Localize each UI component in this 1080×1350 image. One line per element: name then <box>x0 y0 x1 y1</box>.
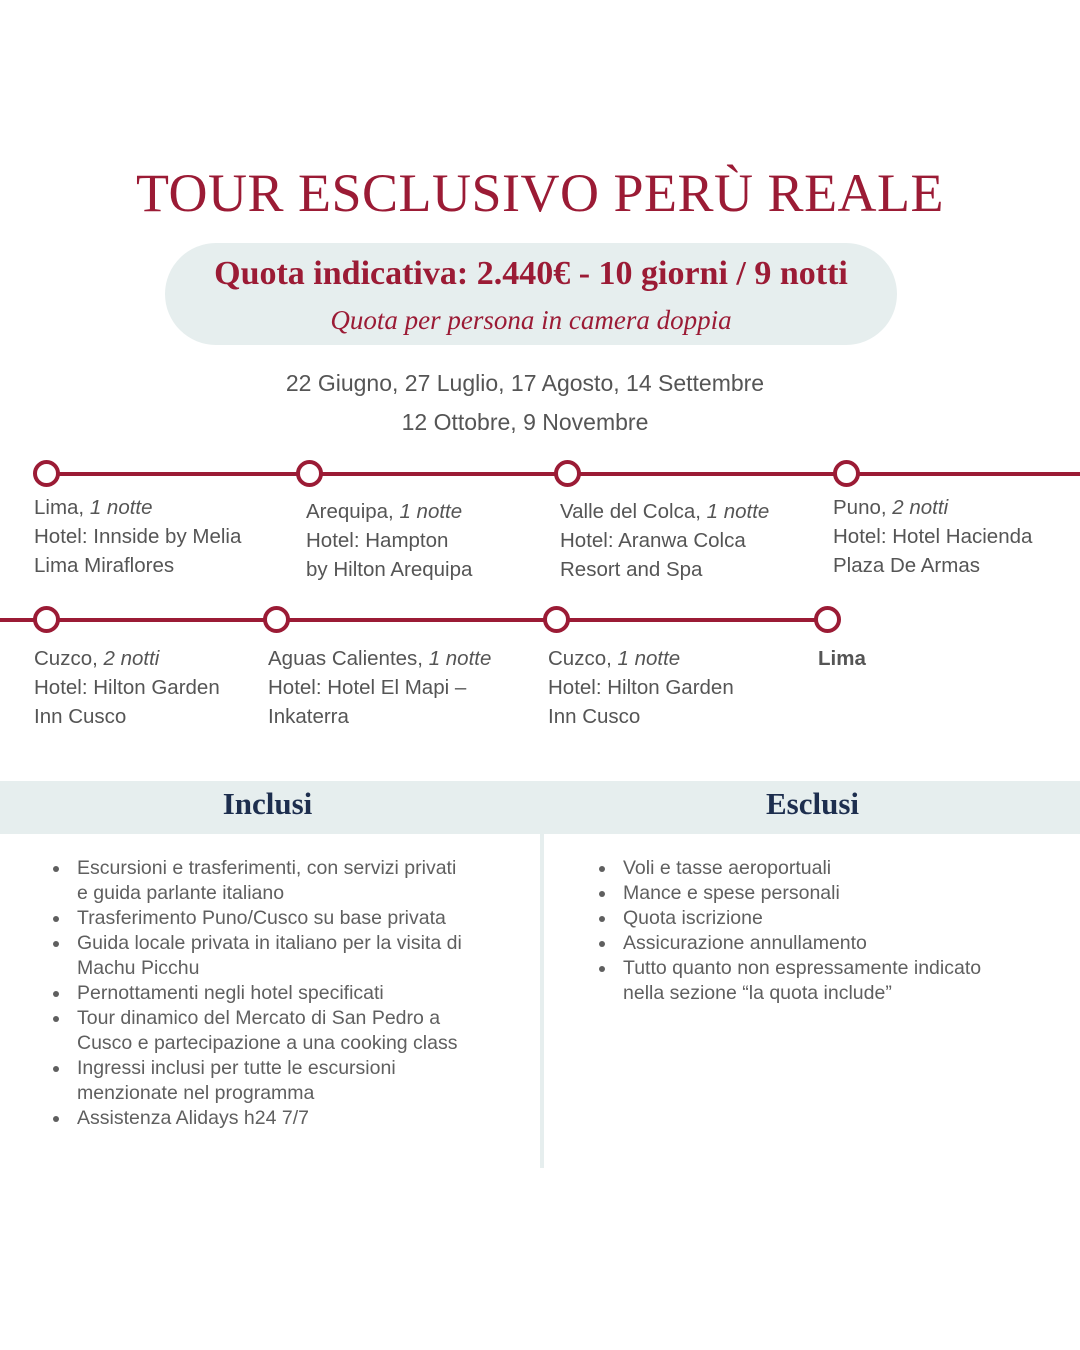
price-note: Quota per persona in camera doppia <box>330 305 732 335</box>
list-item: Escursioni e trasferimenti, con servizi privati e guida parlante italiano <box>53 856 523 906</box>
stop-nights: 1 notte <box>399 500 463 523</box>
stop-hotel: Hotel: Hampton <box>306 529 449 552</box>
stop-city: Aguas Calientes, <box>268 647 429 670</box>
stop-city: Valle del Colca, <box>560 500 707 523</box>
stop-hotel: Hotel: Aranwa Colca <box>560 529 746 552</box>
itinerary-stop <box>268 644 491 731</box>
list-item: Pernottamenti negli hotel specificati <box>53 981 523 1006</box>
stop-hotel: by Hilton Arequipa <box>306 558 473 581</box>
timeline-stop-marker <box>543 606 570 633</box>
column-divider <box>540 834 544 1168</box>
itinerary-stop <box>34 644 220 731</box>
timeline-line-row-2 <box>0 618 827 622</box>
list-item: Assicurazione annullamento <box>599 931 1059 956</box>
stop-city: Cuzco, <box>548 647 618 670</box>
list-item: Trasferimento Puno/Cusco su base privata <box>53 906 523 931</box>
stop-hotel: Hotel: Hilton Garden <box>548 676 734 699</box>
stop-hotel: Hotel: Hotel El Mapi – <box>268 676 467 699</box>
timeline-stop-marker <box>33 460 60 487</box>
timeline-stop-marker <box>814 606 841 633</box>
stop-hotel: Hotel: Hilton Garden <box>34 676 220 699</box>
stop-city: Lima <box>818 647 866 670</box>
stop-city: Arequipa, <box>306 500 400 523</box>
price-text: Quota indicativa: 2.440€ - 10 giorni / 9 notti <box>214 255 848 292</box>
list-item: Tutto quanto non espressamente indicato nella sezione “la quota include” <box>599 956 1059 1006</box>
list-item: Quota iscrizione <box>599 906 1059 931</box>
stop-hotel: Hotel: Innside by Melia <box>34 525 242 548</box>
stop-hotel: Inn Cusco <box>548 705 641 728</box>
stop-nights: 1 notte <box>706 500 770 523</box>
included-heading: Inclusi <box>222 786 313 821</box>
itinerary-stop <box>306 497 472 584</box>
stop-hotel: Resort and Spa <box>560 558 703 581</box>
stop-city: Cuzco, <box>34 647 104 670</box>
itinerary-stop <box>833 493 1032 580</box>
timeline-stop-marker <box>296 460 323 487</box>
list-item: Voli e tasse aeroportuali <box>599 856 1059 881</box>
included-list <box>53 856 523 1131</box>
price-banner <box>165 243 897 345</box>
timeline-stop-marker <box>833 460 860 487</box>
stop-nights: 1 notte <box>428 647 492 670</box>
itinerary-stop <box>548 644 734 731</box>
timeline-stop-marker <box>33 606 60 633</box>
stop-nights: 1 notte <box>617 647 681 670</box>
stop-city: Puno, <box>833 496 893 519</box>
list-item: Ingressi inclusi per tutte le escursioni menzionate nel programma <box>53 1056 523 1106</box>
stop-hotel: Plaza De Armas <box>833 554 980 577</box>
stop-hotel: Inn Cusco <box>34 705 127 728</box>
itinerary-stop <box>34 493 241 580</box>
excluded-heading: Esclusi <box>765 786 860 821</box>
stop-hotel: Inkaterra <box>268 705 349 728</box>
stop-nights: 1 notte <box>89 496 153 519</box>
stop-city: Lima, <box>34 496 90 519</box>
timeline-stop-marker <box>554 460 581 487</box>
stop-nights: 2 notti <box>892 496 949 519</box>
list-item: Mance e spese personali <box>599 881 1059 906</box>
list-item: Assistenza Alidays h24 7/7 <box>53 1106 523 1131</box>
stop-nights: 2 notti <box>103 647 160 670</box>
stop-hotel: Lima Miraflores <box>34 554 175 577</box>
departure-dates-line-1: 22 Giugno, 27 Luglio, 17 Agosto, 14 Settembre <box>285 370 765 396</box>
departure-dates-line-2: 12 Ottobre, 9 Novembre <box>401 409 649 435</box>
page-title: TOUR ESCLUSIVO PERÙ REALE <box>135 163 945 223</box>
timeline-stop-marker <box>263 606 290 633</box>
itinerary-stop <box>560 497 769 584</box>
excluded-list <box>599 856 1059 1006</box>
itinerary-stop-final <box>818 644 866 673</box>
list-item: Guida locale privata in italiano per la visita di Machu Picchu <box>53 931 523 981</box>
list-item: Tour dinamico del Mercato di San Pedro a Cusco e partecipazione a una cooking class <box>53 1006 523 1056</box>
stop-hotel: Hotel: Hotel Hacienda <box>833 525 1033 548</box>
